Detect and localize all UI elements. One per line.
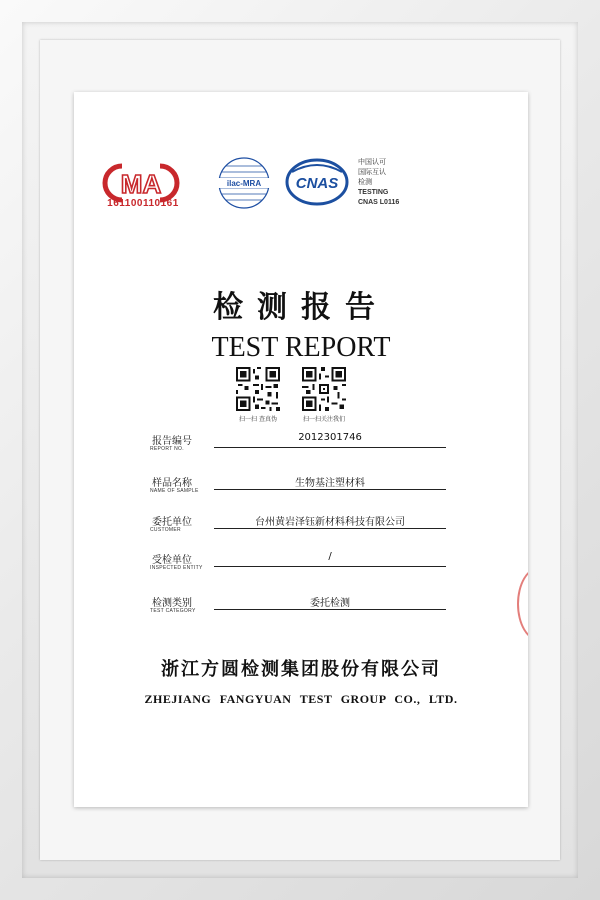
cnas-line: 中国认可 — [358, 159, 386, 166]
field-value: / — [328, 551, 332, 562]
cnas-accreditation-text — [358, 158, 478, 208]
field-underline — [214, 489, 446, 490]
field-value: 台州黄岩泽钰新材料科技有限公司 — [255, 517, 405, 528]
red-seal-edge — [517, 567, 528, 641]
field-label-cn: 检测类别 — [152, 598, 192, 609]
field-inspected-entity — [144, 551, 454, 581]
field-label-cn: 样品名称 — [152, 478, 192, 489]
field-test-category — [144, 594, 454, 624]
company-name-cn: 浙江方圆检测集团股份有限公司 — [161, 659, 441, 680]
field-underline — [214, 609, 446, 610]
field-sample-name — [144, 474, 454, 504]
test-report-cover — [74, 92, 528, 807]
field-label-en: INSPECTED ENTITY — [150, 565, 203, 571]
ma-logo-text: MA — [120, 169, 162, 199]
field-label-en: NAME OF SAMPLE — [150, 488, 199, 494]
field-label-cn: 受检单位 — [152, 555, 192, 566]
field-underline — [214, 528, 446, 529]
field-value: 委托检测 — [310, 598, 350, 609]
verify-qr-caption: 扫一扫 查真伪 — [239, 416, 277, 423]
ilac-mra-logo — [218, 154, 270, 212]
field-label-cn: 报告编号 — [152, 436, 192, 447]
cma-code: 161100110161 — [107, 198, 179, 209]
cnas-logo — [284, 156, 350, 208]
report-title-en: TEST REPORT — [211, 332, 391, 363]
field-underline — [214, 566, 446, 567]
cnas-logo-text: CNAS — [295, 175, 339, 192]
field-label-en: TEST CATEGORY — [150, 608, 196, 614]
ilac-logo-text: ilac-MRA — [226, 179, 262, 188]
field-value: 生物基注塑材料 — [295, 478, 365, 489]
field-label-en: CUSTOMER — [150, 527, 181, 533]
field-label-en: REPORT NO. — [150, 446, 184, 452]
field-customer — [144, 513, 454, 543]
follow-qr-caption: 扫一扫关注我们 — [302, 416, 345, 423]
follow-qr-code — [302, 367, 346, 411]
field-underline — [214, 447, 446, 448]
report-title-cn: 检测报告 — [213, 290, 389, 325]
field-value: 2012301746 — [298, 432, 362, 443]
certification-logos — [100, 154, 520, 224]
cnas-line: 国际互认 — [358, 169, 386, 176]
cnas-line: CNAS L0116 — [358, 199, 400, 206]
field-label-cn: 委托单位 — [152, 517, 192, 528]
cnas-line: TESTING — [358, 189, 389, 196]
company-name-en: ZHEJIANG FANGYUAN TEST GROUP CO., LTD. — [144, 692, 458, 706]
field-report-no — [144, 432, 454, 462]
verify-qr-code — [236, 367, 280, 411]
cnas-line: 检测 — [358, 179, 372, 186]
